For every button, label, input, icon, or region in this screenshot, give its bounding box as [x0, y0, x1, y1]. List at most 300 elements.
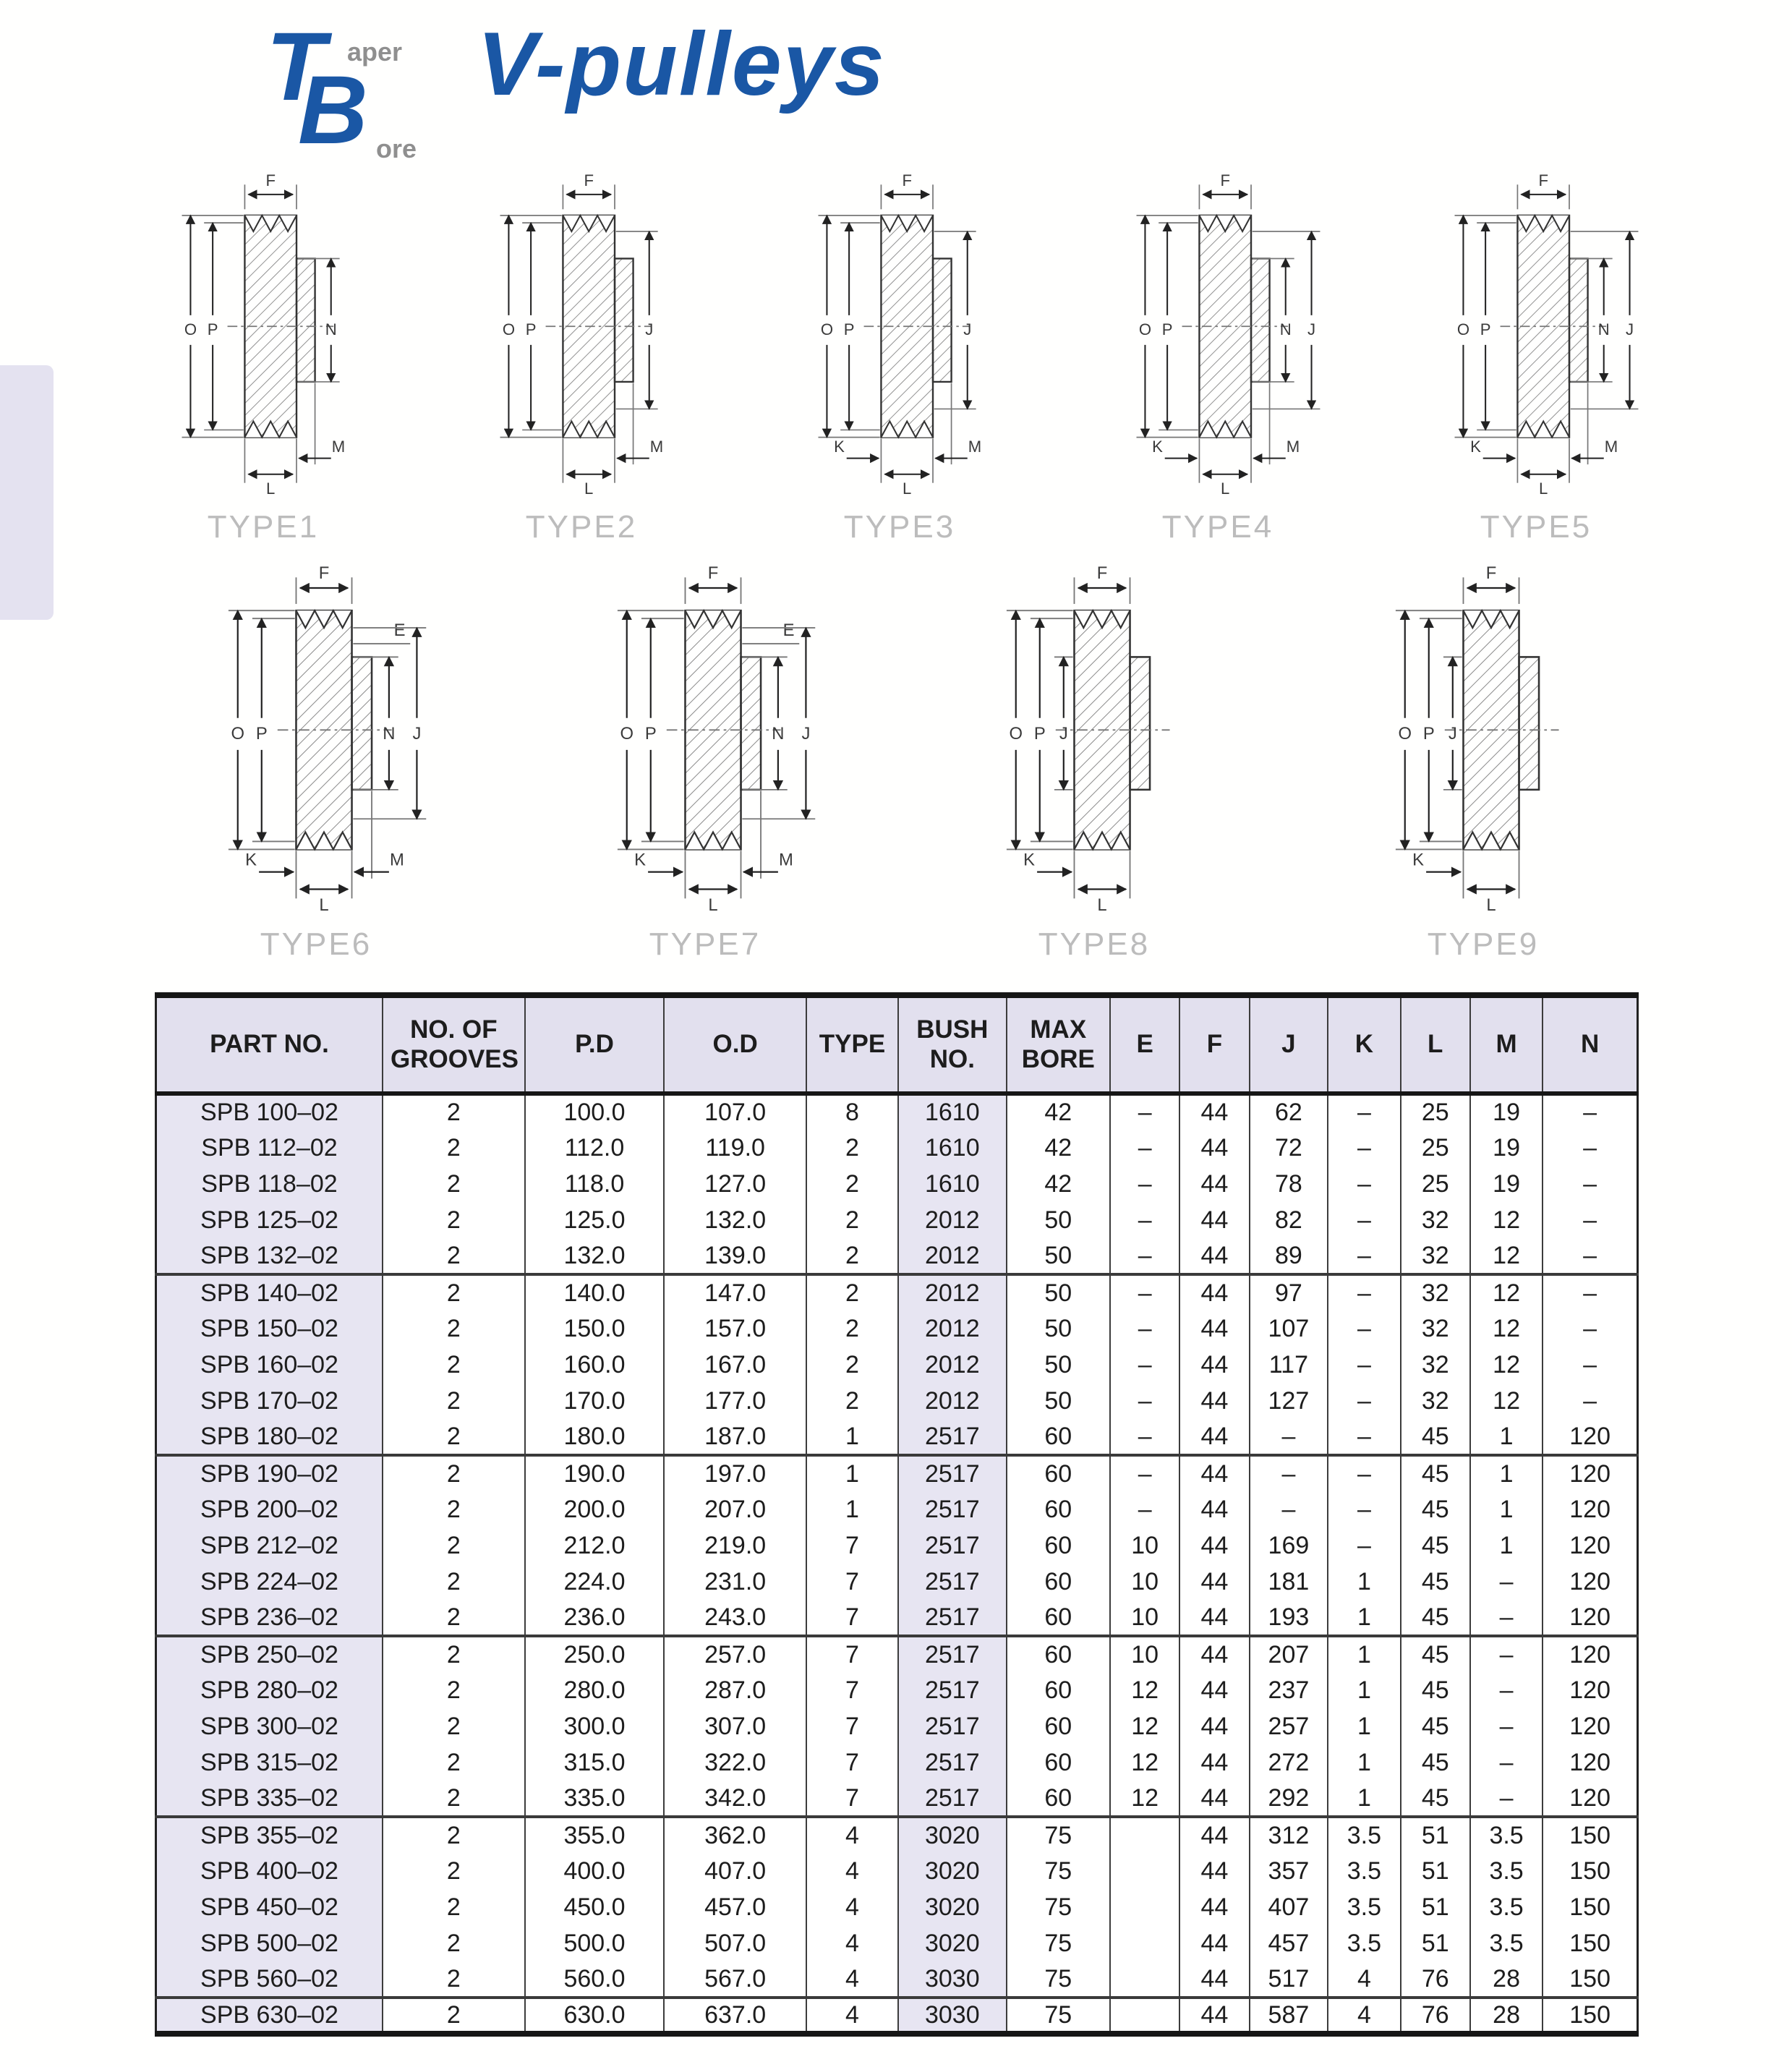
table-cell: SPB 630–02	[156, 1998, 383, 2034]
svg-text:M: M	[778, 850, 793, 870]
table-cell	[1110, 1817, 1179, 1853]
table-cell: 44	[1179, 1202, 1249, 1238]
table-cell	[1110, 1889, 1179, 1925]
table-cell: 60	[1007, 1672, 1110, 1708]
table-cell: 292	[1250, 1781, 1328, 1817]
table-cell: 25	[1401, 1130, 1470, 1166]
svg-text:M: M	[389, 850, 404, 870]
table-row	[156, 1889, 1638, 1925]
table-cell: 120	[1543, 1491, 1637, 1527]
table-cell: –	[1328, 1238, 1400, 1274]
table-cell: 12	[1470, 1383, 1543, 1419]
table-cell: SPB 250–02	[156, 1636, 383, 1672]
table-cell: 4	[1328, 1961, 1400, 1998]
table-cell: 197.0	[664, 1455, 806, 1491]
table-cell: 517	[1250, 1961, 1328, 1998]
table-cell: –	[1328, 1527, 1400, 1564]
column-header: NO. OF GROOVES	[383, 995, 525, 1094]
table-cell: 7	[806, 1600, 898, 1636]
table-cell: –	[1110, 1202, 1179, 1238]
table-cell: 60	[1007, 1781, 1110, 1817]
table-row	[156, 1347, 1638, 1383]
svg-text:L: L	[584, 480, 594, 498]
table-cell: –	[1110, 1419, 1179, 1455]
svg-text:E: E	[393, 621, 406, 641]
column-header: TYPE	[806, 995, 898, 1094]
table-cell: 219.0	[664, 1527, 806, 1564]
table-cell: 60	[1007, 1600, 1110, 1636]
table-cell: 2012	[898, 1274, 1007, 1310]
svg-text:K: K	[1412, 850, 1425, 870]
table-cell: 44	[1179, 1744, 1249, 1781]
table-cell: 10	[1110, 1600, 1179, 1636]
table-cell: 42	[1007, 1166, 1110, 1202]
table-cell: 120	[1543, 1636, 1637, 1672]
spec-table	[155, 992, 1639, 2037]
table-cell: 2	[383, 1310, 525, 1347]
table-cell: –	[1328, 1455, 1400, 1491]
table-cell: –	[1543, 1094, 1637, 1130]
table-cell: 1	[1328, 1781, 1400, 1817]
table-cell: 45	[1401, 1672, 1470, 1708]
pulley-type-diagrams	[121, 172, 1678, 963]
svg-text:F: F	[1096, 564, 1108, 584]
spec-table-head	[156, 995, 1638, 1094]
table-cell: 10	[1110, 1564, 1179, 1600]
table-cell: –	[1543, 1166, 1637, 1202]
table-cell: 322.0	[664, 1744, 806, 1781]
table-cell: 60	[1007, 1564, 1110, 1600]
table-row	[156, 1491, 1638, 1527]
table-cell: SPB 140–02	[156, 1274, 383, 1310]
table-cell: 12	[1110, 1672, 1179, 1708]
table-cell: 3020	[898, 1817, 1007, 1853]
table-cell: 12	[1110, 1781, 1179, 1817]
svg-text:O: O	[1398, 724, 1412, 744]
table-cell: 457.0	[664, 1889, 806, 1925]
table-cell: 7	[806, 1636, 898, 1672]
table-cell: 630.0	[525, 1998, 665, 2034]
table-cell: 45	[1401, 1636, 1470, 1672]
table-cell: –	[1328, 1130, 1400, 1166]
table-cell: –	[1110, 1491, 1179, 1527]
svg-text:J: J	[1625, 320, 1634, 339]
table-cell: 2	[383, 1961, 525, 1998]
svg-text:F: F	[318, 564, 330, 584]
column-header: PART NO.	[156, 995, 383, 1094]
table-cell: 44	[1179, 1383, 1249, 1419]
table-cell: 507.0	[664, 1925, 806, 1961]
table-cell: 2012	[898, 1383, 1007, 1419]
table-cell: 19	[1470, 1166, 1543, 1202]
table-cell: 45	[1401, 1419, 1470, 1455]
type-label: TYPE7	[649, 926, 761, 962]
table-cell: –	[1328, 1310, 1400, 1347]
table-cell: 1	[1328, 1564, 1400, 1600]
table-cell: 28	[1470, 1998, 1543, 2034]
svg-text:L: L	[1221, 480, 1230, 498]
table-cell: 32	[1401, 1274, 1470, 1310]
svg-text:K: K	[1152, 438, 1163, 456]
svg-text:J: J	[1448, 724, 1457, 744]
table-cell: –	[1470, 1708, 1543, 1744]
table-cell: 3.5	[1328, 1925, 1400, 1961]
table-cell: 2	[383, 1202, 525, 1238]
table-cell: 2517	[898, 1491, 1007, 1527]
table-cell: 2517	[898, 1636, 1007, 1672]
table-cell: 1610	[898, 1130, 1007, 1166]
svg-text:F: F	[584, 172, 594, 189]
svg-text:K: K	[1023, 850, 1036, 870]
table-cell: 3.5	[1328, 1817, 1400, 1853]
type-label: TYPE8	[1038, 926, 1151, 962]
table-cell: 1610	[898, 1094, 1007, 1130]
table-cell: SPB 150–02	[156, 1310, 383, 1347]
table-cell: 12	[1470, 1238, 1543, 1274]
table-row	[156, 1274, 1638, 1310]
svg-text:P: P	[207, 320, 218, 339]
table-cell: 60	[1007, 1708, 1110, 1744]
table-cell: 2	[383, 1672, 525, 1708]
table-cell: 51	[1401, 1853, 1470, 1889]
table-row	[156, 1925, 1638, 1961]
table-cell: 76	[1401, 1961, 1470, 1998]
table-cell: 75	[1007, 1889, 1110, 1925]
table-cell: 300.0	[525, 1708, 665, 1744]
table-row	[156, 1564, 1638, 1600]
table-cell: 118.0	[525, 1166, 665, 1202]
table-cell	[1110, 1961, 1179, 1998]
table-cell: 12	[1110, 1708, 1179, 1744]
table-cell: –	[1328, 1347, 1400, 1383]
table-cell: 50	[1007, 1238, 1110, 1274]
svg-text:P: P	[1422, 724, 1435, 744]
table-cell: 44	[1179, 1781, 1249, 1817]
table-row	[156, 1600, 1638, 1636]
table-cell: 1	[1470, 1527, 1543, 1564]
svg-text:P: P	[255, 724, 268, 744]
table-cell: 2	[383, 1636, 525, 1672]
table-cell: 44	[1179, 1347, 1249, 1383]
table-cell: 44	[1179, 1310, 1249, 1347]
table-cell: 60	[1007, 1419, 1110, 1455]
column-header: F	[1179, 995, 1249, 1094]
table-cell: 62	[1250, 1094, 1328, 1130]
table-cell: 150	[1543, 1925, 1637, 1961]
table-cell: 2	[383, 1998, 525, 2034]
table-cell: 2517	[898, 1708, 1007, 1744]
type-label: TYPE3	[843, 509, 956, 545]
table-cell: 44	[1179, 1166, 1249, 1202]
table-cell: SPB 125–02	[156, 1202, 383, 1238]
table-row	[156, 1094, 1638, 1130]
table-cell: 45	[1401, 1564, 1470, 1600]
table-cell: 2	[383, 1889, 525, 1925]
table-cell: 193	[1250, 1600, 1328, 1636]
table-cell: 3030	[898, 1998, 1007, 2034]
pulley-diagram-type9	[1331, 564, 1636, 925]
table-cell: 2	[383, 1600, 525, 1636]
table-row	[156, 1527, 1638, 1564]
table-cell: 50	[1007, 1310, 1110, 1347]
table-cell: 44	[1179, 1817, 1249, 1853]
table-cell: 1	[806, 1455, 898, 1491]
table-cell: 2517	[898, 1600, 1007, 1636]
table-cell: 567.0	[664, 1961, 806, 1998]
table-cell: 50	[1007, 1347, 1110, 1383]
table-cell: 44	[1179, 1094, 1249, 1130]
table-cell: 3.5	[1470, 1853, 1543, 1889]
column-header: L	[1401, 995, 1470, 1094]
table-cell: 51	[1401, 1817, 1470, 1853]
header-row	[156, 995, 1638, 1094]
table-cell: 75	[1007, 1817, 1110, 1853]
table-row	[156, 1636, 1638, 1672]
pulley-diagram-type3	[758, 172, 1041, 508]
svg-text:O: O	[184, 320, 197, 339]
table-cell: 45	[1401, 1455, 1470, 1491]
table-cell: 4	[806, 1853, 898, 1889]
table-cell: 307.0	[664, 1708, 806, 1744]
table-cell: SPB 500–02	[156, 1925, 383, 1961]
table-cell: 407.0	[664, 1853, 806, 1889]
svg-text:O: O	[1138, 320, 1152, 339]
table-cell: 1	[806, 1491, 898, 1527]
table-row	[156, 1166, 1638, 1202]
table-cell: 44	[1179, 1491, 1249, 1527]
svg-text:M: M	[331, 438, 346, 456]
svg-text:L: L	[319, 895, 329, 915]
table-cell: –	[1328, 1491, 1400, 1527]
table-cell: 44	[1179, 1636, 1249, 1672]
svg-text:P: P	[1480, 320, 1491, 339]
table-row	[156, 1238, 1638, 1274]
table-cell: 7	[806, 1564, 898, 1600]
table-cell: 169	[1250, 1527, 1328, 1564]
table-cell: 3020	[898, 1853, 1007, 1889]
table-cell: 139.0	[664, 1238, 806, 1274]
table-cell: 315.0	[525, 1744, 665, 1781]
table-cell: 75	[1007, 1925, 1110, 1961]
table-cell: 170.0	[525, 1383, 665, 1419]
table-cell: 12	[1110, 1744, 1179, 1781]
pulley-figure	[1076, 172, 1360, 545]
spec-table-body	[156, 1094, 1638, 2034]
table-cell: 120	[1543, 1781, 1637, 1817]
table-row	[156, 1998, 1638, 2034]
table-cell: 2517	[898, 1527, 1007, 1564]
table-cell: 107	[1250, 1310, 1328, 1347]
table-cell: 357	[1250, 1853, 1328, 1889]
column-header: E	[1110, 995, 1179, 1094]
table-cell: 257	[1250, 1708, 1328, 1744]
table-cell: 2	[806, 1238, 898, 1274]
pulley-diagram-type8	[942, 564, 1247, 925]
table-cell: –	[1328, 1094, 1400, 1130]
table-cell: –	[1110, 1094, 1179, 1130]
table-cell: –	[1543, 1238, 1637, 1274]
table-cell: 2	[383, 1130, 525, 1166]
table-cell: 243.0	[664, 1600, 806, 1636]
table-cell: 257.0	[664, 1636, 806, 1672]
table-cell: 4	[806, 1998, 898, 2034]
column-header: O.D	[664, 995, 806, 1094]
table-cell: 32	[1401, 1347, 1470, 1383]
table-cell: SPB 355–02	[156, 1817, 383, 1853]
table-cell: 150	[1543, 1998, 1637, 2034]
svg-text:N: N	[1597, 320, 1610, 339]
table-cell: –	[1328, 1419, 1400, 1455]
table-cell: 7	[806, 1744, 898, 1781]
table-cell: 120	[1543, 1672, 1637, 1708]
table-cell: 1	[1328, 1636, 1400, 1672]
table-cell: SPB 560–02	[156, 1961, 383, 1998]
table-cell: 44	[1179, 1600, 1249, 1636]
table-cell: 7	[806, 1708, 898, 1744]
table-cell: 78	[1250, 1166, 1328, 1202]
table-cell: 160.0	[525, 1347, 665, 1383]
svg-text:J: J	[963, 320, 972, 339]
table-row	[156, 1383, 1638, 1419]
table-cell: 51	[1401, 1889, 1470, 1925]
table-cell: 3.5	[1470, 1925, 1543, 1961]
svg-text:O: O	[1456, 320, 1470, 339]
table-cell: SPB 100–02	[156, 1094, 383, 1130]
svg-text:J: J	[801, 724, 811, 744]
table-cell: 1	[1328, 1672, 1400, 1708]
table-row	[156, 1130, 1638, 1166]
table-cell: SPB 112–02	[156, 1130, 383, 1166]
table-cell: 180.0	[525, 1419, 665, 1455]
table-cell: 60	[1007, 1455, 1110, 1491]
table-cell: 32	[1401, 1238, 1470, 1274]
table-cell: 2	[806, 1130, 898, 1166]
table-cell: –	[1328, 1202, 1400, 1238]
table-cell: 157.0	[664, 1310, 806, 1347]
table-cell: –	[1543, 1310, 1637, 1347]
table-cell: 97	[1250, 1274, 1328, 1310]
table-cell: 44	[1179, 1419, 1249, 1455]
table-cell: –	[1110, 1347, 1179, 1383]
table-cell: 3020	[898, 1925, 1007, 1961]
column-header: MAX BORE	[1007, 995, 1110, 1094]
table-row	[156, 1455, 1638, 1491]
table-cell: 127.0	[664, 1166, 806, 1202]
table-cell: SPB 190–02	[156, 1455, 383, 1491]
svg-text:K: K	[634, 850, 647, 870]
table-cell: 1	[1470, 1455, 1543, 1491]
table-cell: SPB 450–02	[156, 1889, 383, 1925]
table-cell: –	[1110, 1238, 1179, 1274]
svg-text:F: F	[1538, 172, 1548, 189]
table-cell: 3020	[898, 1889, 1007, 1925]
table-cell: 12	[1470, 1202, 1543, 1238]
table-cell: 120	[1543, 1744, 1637, 1781]
table-cell: 150	[1543, 1961, 1637, 1998]
table-cell: 32	[1401, 1202, 1470, 1238]
table-cell: 2517	[898, 1744, 1007, 1781]
table-cell: 12	[1470, 1310, 1543, 1347]
pulley-diagram-type6	[163, 564, 469, 925]
table-cell: SPB 236–02	[156, 1600, 383, 1636]
svg-text:J: J	[645, 320, 654, 339]
table-cell: 44	[1179, 1708, 1249, 1744]
table-cell: 28	[1470, 1961, 1543, 1998]
table-cell: 237	[1250, 1672, 1328, 1708]
table-cell: 1	[806, 1419, 898, 1455]
table-cell: –	[1110, 1274, 1179, 1310]
table-cell: 2517	[898, 1455, 1007, 1491]
table-cell: 82	[1250, 1202, 1328, 1238]
table-cell: 250.0	[525, 1636, 665, 1672]
table-cell: 120	[1543, 1419, 1637, 1455]
table-cell: 44	[1179, 1274, 1249, 1310]
type-label: TYPE9	[1427, 926, 1540, 962]
table-cell: 120	[1543, 1708, 1637, 1744]
table-cell: –	[1110, 1166, 1179, 1202]
table-cell: 1	[1328, 1744, 1400, 1781]
table-cell: 2	[383, 1527, 525, 1564]
table-cell: 25	[1401, 1166, 1470, 1202]
svg-text:F: F	[1485, 564, 1497, 584]
table-cell: 60	[1007, 1527, 1110, 1564]
table-cell: –	[1328, 1274, 1400, 1310]
table-cell: 75	[1007, 1961, 1110, 1998]
table-cell: 10	[1110, 1527, 1179, 1564]
table-cell: 400.0	[525, 1853, 665, 1889]
table-cell: 2	[383, 1455, 525, 1491]
logo-text-aper: aper	[347, 37, 403, 67]
table-cell: 150.0	[525, 1310, 665, 1347]
table-cell: 50	[1007, 1383, 1110, 1419]
column-header: P.D	[525, 995, 665, 1094]
table-row	[156, 1853, 1638, 1889]
table-cell: 407	[1250, 1889, 1328, 1925]
svg-text:J: J	[1307, 320, 1316, 339]
table-cell: 44	[1179, 1672, 1249, 1708]
type-label: TYPE4	[1161, 509, 1274, 545]
type-label: TYPE2	[525, 509, 638, 545]
svg-text:P: P	[1161, 320, 1173, 339]
table-cell: 44	[1179, 1130, 1249, 1166]
table-cell: 19	[1470, 1094, 1543, 1130]
svg-text:P: P	[1033, 724, 1046, 744]
table-cell: 75	[1007, 1853, 1110, 1889]
table-cell: 7	[806, 1781, 898, 1817]
table-cell: –	[1250, 1455, 1328, 1491]
table-cell: 147.0	[664, 1274, 806, 1310]
table-cell: 207.0	[664, 1491, 806, 1527]
svg-text:P: P	[525, 320, 537, 339]
table-cell: –	[1470, 1744, 1543, 1781]
page-title: V-pulleys	[477, 14, 886, 114]
pulley-diagram-type1	[121, 172, 405, 508]
table-cell: 120	[1543, 1564, 1637, 1600]
svg-text:O: O	[620, 724, 634, 744]
table-cell: 127	[1250, 1383, 1328, 1419]
table-cell: 132.0	[664, 1202, 806, 1238]
side-margin-tab	[0, 365, 54, 620]
table-row	[156, 1781, 1638, 1817]
svg-text:N: N	[1279, 320, 1292, 339]
table-cell: –	[1110, 1310, 1179, 1347]
table-cell: 2	[383, 1094, 525, 1130]
table-cell: –	[1328, 1383, 1400, 1419]
table-cell: 280.0	[525, 1672, 665, 1708]
table-cell: 177.0	[664, 1383, 806, 1419]
table-cell: 7	[806, 1672, 898, 1708]
table-cell: SPB 300–02	[156, 1708, 383, 1744]
